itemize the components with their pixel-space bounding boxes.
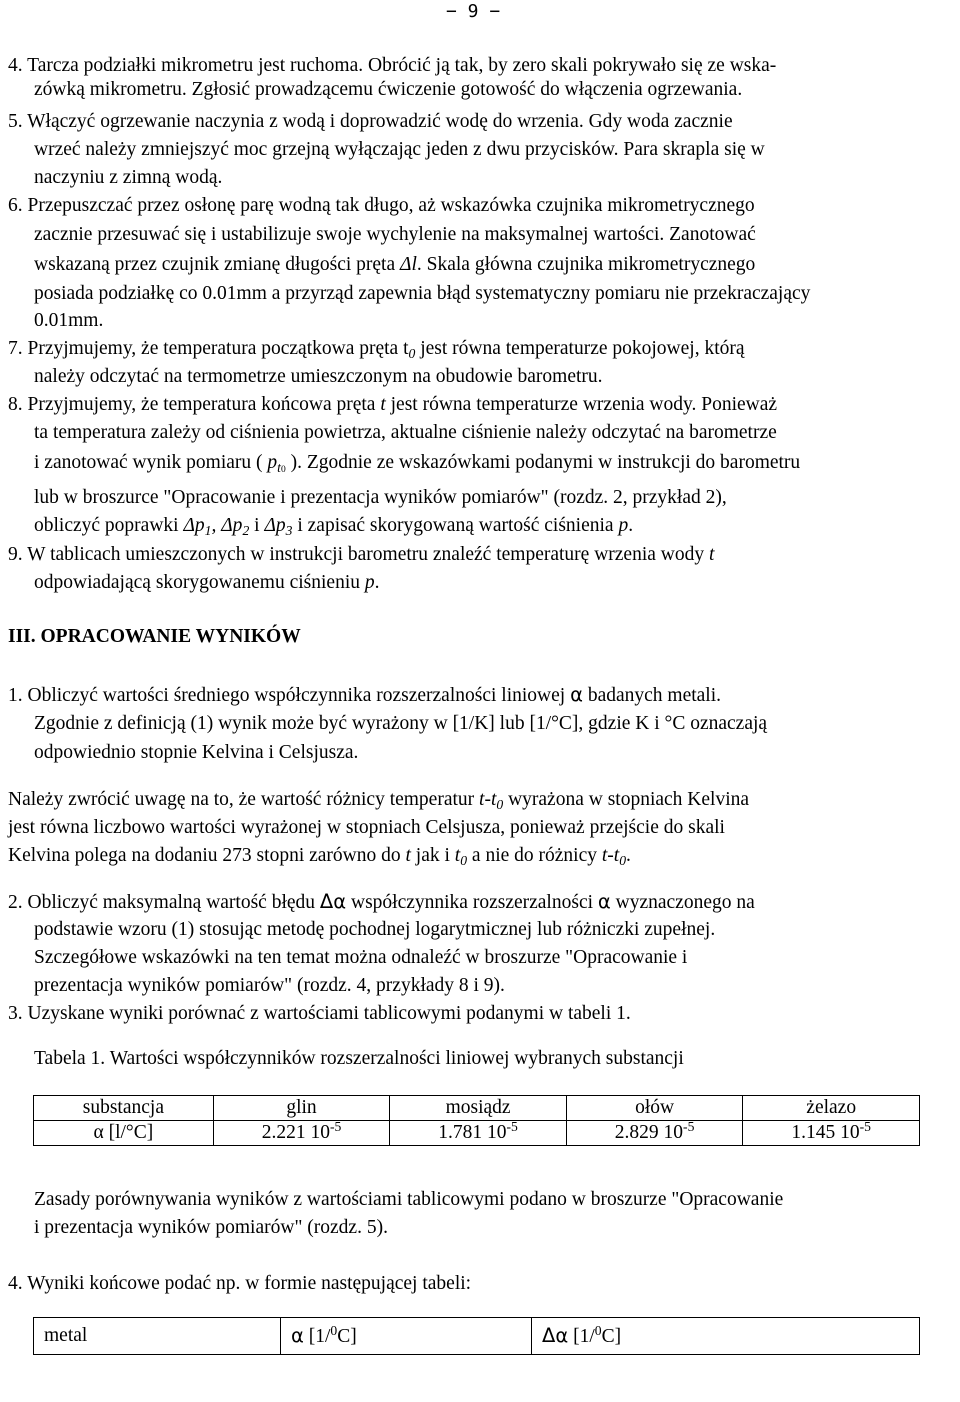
table1-row-label: α [l/°C] [34, 1121, 214, 1146]
table1-header-cell: żelazo [743, 1096, 920, 1121]
table1-value-cell: 2.221 $10^{-5}$ [213, 1121, 390, 1146]
table1-header-cell: substancja [34, 1096, 214, 1121]
table1-value-cell: 1.781 $10^{-5}$ [390, 1121, 567, 1146]
table1-value-row [34, 1121, 920, 1146]
table1-value-cell: 1.145 $10^{-5}$ [743, 1121, 920, 1146]
table1 [33, 1095, 920, 1146]
table2-col-alpha: α [1/$^0$C] [281, 1318, 532, 1355]
table1-header-row [34, 1096, 920, 1121]
result-3-paragraph: 3. Uzyskane wyniki porównać z wartościami tablicowymi podanymi w tabeli 1. [8, 1003, 631, 1024]
final-step-4: 4. Wyniki końcowe podać np. w formie następującej tabeli: [8, 1273, 472, 1294]
table1-header-cell: mosiądz [390, 1096, 567, 1121]
table2 [33, 1317, 920, 1355]
table2-col-delta-alpha: Δα [1/$^0$C] [532, 1318, 920, 1355]
table2-col-metal: metal [34, 1318, 281, 1355]
table1-value-cell: 2.829 $10^{-5}$ [566, 1121, 743, 1146]
table2-header-row [34, 1318, 920, 1355]
section-heading: III. OPRACOWANIE WYNIKÓW [8, 626, 301, 647]
table1-header-cell: glin [213, 1096, 390, 1121]
table1-header-cell: ołów [566, 1096, 743, 1121]
page-number: − 9 − [446, 1, 501, 22]
table1-caption: Tabela 1. Wartości współczynników rozszerzalności liniowej wybranych substancji [34, 1048, 684, 1069]
